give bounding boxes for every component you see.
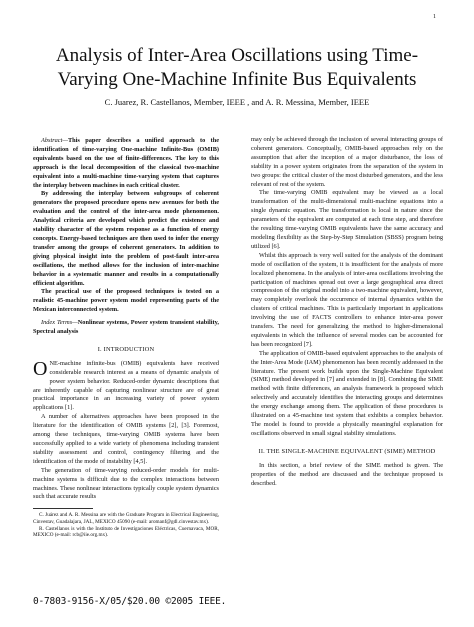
- right-column: [251, 136, 443, 488]
- footnote: C. Juárez and A. R. Messina are with the Graduate Program in Electrical Engineering, Cinvestav, Guadalajara, JAL, MEXICO 45090 (e-mail: aromanf@gdl.cinvestav.mx).: [33, 512, 219, 526]
- index-terms: Index Terms—Nonlinear systems, Power system transient stability, Spectral analysis: [33, 319, 219, 336]
- paper-title: Analysis of Inter-Area Oscillations using Time-Varying One-Machine Infinite Bus Equivalents: [55, 45, 419, 90]
- abstract-paragraph: By addressing the interplay between subgroups of coherent generators the proposed procedure opens new avenues for both the evaluation and the control of the inter-area mode phenomenon. Analytical criteria are developed which predict the existence and stability character of the system response as a function of energy concepts. Energy-based techniques are then used to infer the energy transfer among the groups of coherent generators. In addition to giving physical insight into the problem of post-fault inter-area oscillations, the method allows for the inclusion of inter-machine behavior in a systematic manner and results in a computationally efficient algorithm.: [33, 190, 219, 287]
- intro-paragraph: The generation of time-varying reduced-order models for multi-machine systems is difficult due to the complex interactions between machines. These nonlinear interactions typically couple system dynamics such that accurate results: [33, 466, 219, 501]
- index-terms-label: Index Terms—: [41, 319, 78, 327]
- body-paragraph: The application of OMIB-based equivalent approaches to the analysis of the Inter-Area Mode (IAM) phenomenon has been recently addressed in the literature. The present work builds upon the Single-Machine Equivalent (SIME) method developed in [7] and extended in [8]. Combining the SIME method with finite differences, an analysis framework is proposed which selectively and accurately identifies the interacting groups and determines the energy exchange among them. The application of these procedures is illustrated on a 45-machine test system that exhibits a complex behavior. The model is found to provide a physically meaningful explanation for oscillations observed in small signal stability simulations.: [251, 349, 443, 437]
- abstract-label: Abstract—: [41, 137, 68, 144]
- abstract: [33, 137, 219, 315]
- footnote-divider: [33, 508, 93, 509]
- body-paragraph: The time-varying OMIB equivalent may be viewed as a local transformation of the multi-dimensional multi-machine equations into a single dynamic equation. The transformation is local in nature since the parameters of the equivalent are computed at each time step, and therefore the resulting time-varying OMIB equivalents have the same accuracy and modeling flexibility as the Step-by-Step Simulation (SBSS) program being utilized [6].: [251, 189, 443, 250]
- author-line: C. Juarez, R. Castellanos, Member, IEEE , and A. R. Messina, Member, IEEE: [104, 97, 370, 107]
- page-number: 1: [433, 14, 436, 20]
- intro-paragraph: A number of alternatives approaches have been proposed in the literature for the identification of OMIB systems [2], [3]. Foremost, among these techniques, time-varying OMIB systems have been successfully applied to a wide variety of phenomena including transient stability assessment and control, contingency filtering and the identification of the mode of instability [4,5].: [33, 413, 219, 465]
- body-paragraph: In this section, a brief review of the SIME method is given. The properties of the method are discussed and the technique proposed is described.: [251, 461, 443, 487]
- body-paragraph: Whilst this approach is very well suited for the analysis of the dominant mode of oscillation of the system, it is insufficient for the analysis of more localized phenomena. In the analysis of inter-area oscillations involving the participation of machines spread out over a large geographical area direct compression of the original model into a two-machine equivalent, however, may completely overlook the occurrence of internal dynamics within the clusters of critical machines. This is particularly important in applications involving the use of FACTS controllers to enhance inter-area power transfers. The need for generalizing the method to higher-dimensional equivalents in which the influence of several modes can be accounted for has been recognized [7].: [251, 251, 443, 348]
- section-heading-introduction: I. INTRODUCTION: [97, 345, 155, 353]
- footnote: R. Castellanos is with the Instituto de Investigaciones Eléctricas, Cuernavaca, MOR, MEXICO (e-mail: rcb@iie.org.mx).: [33, 525, 219, 539]
- body-paragraph: may only be achieved through the inclusion of several interacting groups of coherent generators. Conceptually, OMIB-based approaches rely on the assumption that after the inception of a major disturbance, the loss of stability in a power system originates from the separation of the system in two groups: the critical cluster of the most disturbed generators, and the less relevant of rest of the system.: [251, 136, 443, 188]
- left-column: [33, 137, 219, 539]
- abstract-paragraph: The practical use of the proposed techniques is tested on a realistic 45-machine power system model representing parts of the Mexican interconnected system.: [33, 288, 219, 314]
- abstract-paragraph: Abstract—This paper describes a unified approach to the identification of time-varying One-machine Infinite-Bus (OMIB) equivalents based on the use of finite-differences. The key to this approach is the local decomposition of the classical two-machine equivalent into a multi-machine time-varying system that captures the interplay between machines in each critical cluster.: [33, 137, 219, 189]
- copyright-notice: 0-7803-9156-X/05/$20.00 ©2005 IEEE.: [33, 596, 227, 607]
- drop-cap: O: [33, 357, 48, 380]
- intro-paragraph: ONE-machine infinite-bus (OMIB) equivalents have received considerable research interest as a means of dynamic analysis of power system behavior. Reduced-order dynamic descriptions that are inherently capable of capturing nonlinear structure are of great practical importance in an increasing variety of power system applications [1].: [33, 357, 219, 412]
- section-heading-sime: II. THE SINGLE-MACHINE EQUIVALENT (SIME) METHOD: [258, 447, 436, 455]
